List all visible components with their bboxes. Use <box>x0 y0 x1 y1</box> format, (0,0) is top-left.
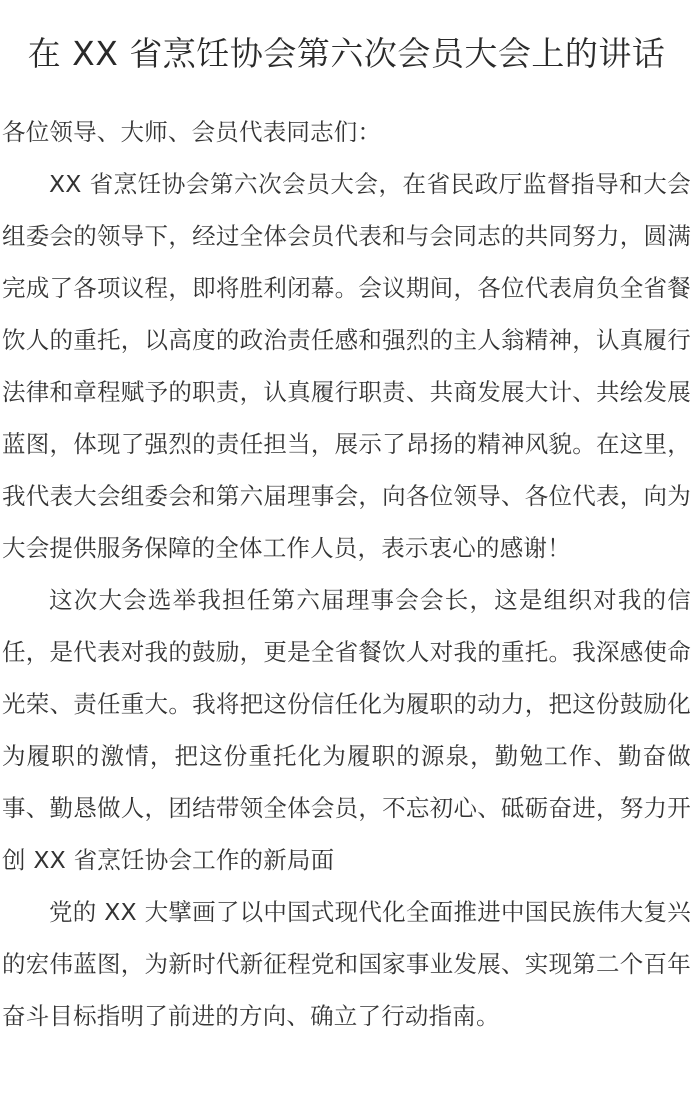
paragraph-1: XX 省烹饪协会第六次会员大会，在省民政厅监督指导和大会组委会的领导下，经过全体会员代表和与会同志的共同努力，圆满完成了各项议程，即将胜利闭幕。会议期间，各位代表肩负全省餐饮人的重托，以高度的政治责任感和强烈的主人翁精神，认真履行法律和章程赋予的职责，认真履行职责、共商发展大计、共绘发展蓝图，体现了强烈的责任担当，展示了昂扬的精神风貌。在这里，我代表大会组委会和第六届理事会，向各位领导、各位代表，向为大会提供服务保障的全体工作人员，表示衷心的感谢！ <box>2 170 691 562</box>
paragraph-3: 党的 XX 大擘画了以中国式现代化全面推进中国民族伟大复兴的宏伟蓝图，为新时代新征程党和国家事业发展、实现第二个百年奋斗目标指明了前进的方向、确立了行动指南。 <box>2 898 691 1030</box>
paragraph-2: 这次大会选举我担任第六届理事会会长，这是组织对我的信任，是代表对我的鼓励，更是全省餐饮人对我的重托。我深感使命光荣、责任重大。我将把这份信任化为履职的动力，把这份鼓励化为履职的激情，把这份重托化为履职的源泉，勤勉工作、勤奋做事、勤恳做人，团结带领全体会员，不忘初心、砥砺奋进，努力开创 XX 省烹饪协会工作的新局面 <box>2 586 691 874</box>
document-body <box>2 106 691 1042</box>
salutation: 各位领导、大师、会员代表同志们： <box>2 118 382 146</box>
document-title: 在 XX 省烹饪协会第六次会员大会上的讲话 <box>27 34 666 73</box>
